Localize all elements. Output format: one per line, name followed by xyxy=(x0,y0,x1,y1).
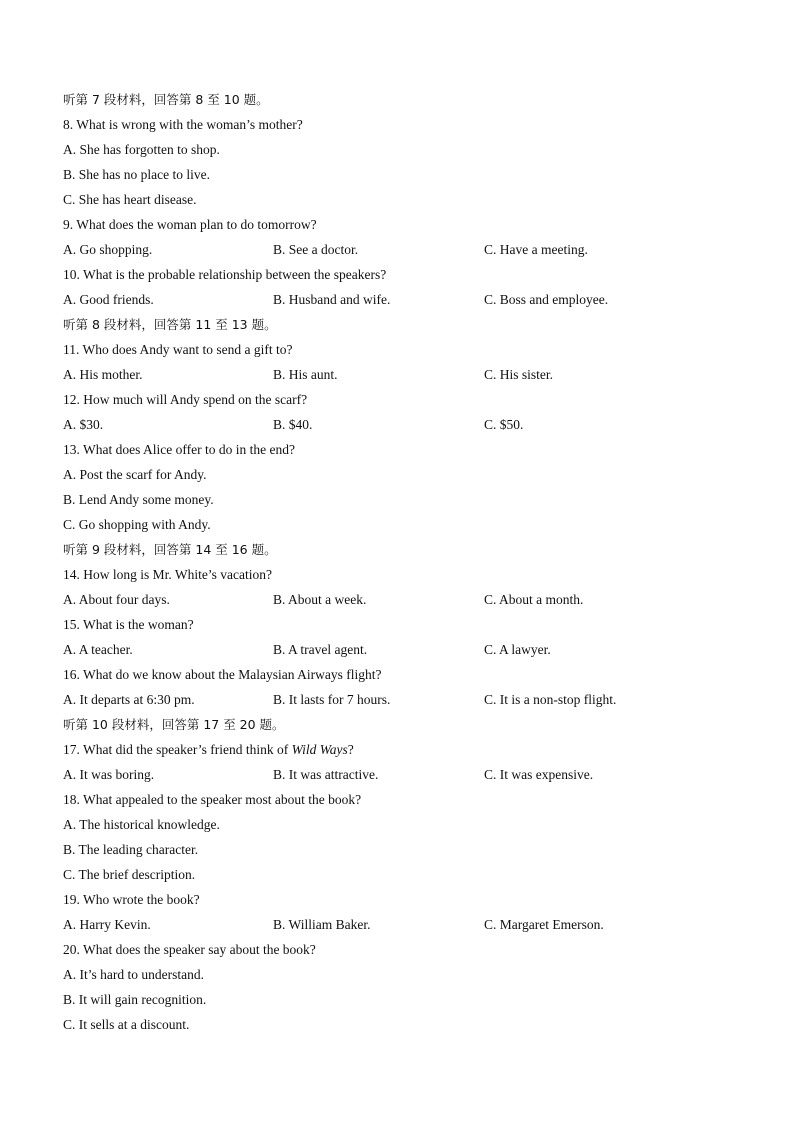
option-a: A. She has forgotten to shop. xyxy=(63,142,220,157)
options-row xyxy=(63,590,743,615)
question-stem xyxy=(63,440,743,465)
question-stem xyxy=(63,940,743,965)
question-text: 12. How much will Andy spend on the scarf? xyxy=(63,392,308,407)
section-heading-text: 听第 7 段材料，回答第 8 至 10 题。 xyxy=(63,92,269,107)
exam-page xyxy=(63,90,743,1040)
question-text-tail: ? xyxy=(347,742,354,757)
question-stem xyxy=(63,115,743,140)
section-heading-text: 听第 10 段材料，回答第 17 至 20 题。 xyxy=(63,717,285,732)
option-c: C. It sells at a discount. xyxy=(63,1017,190,1032)
option-c: C. Boss and employee. xyxy=(484,292,609,307)
option-c: C. Have a meeting. xyxy=(484,242,588,257)
option-b: B. A travel agent. xyxy=(273,642,368,657)
section-heading xyxy=(63,715,743,740)
option-c: C. It is a non-stop flight. xyxy=(484,692,617,707)
option-b: B. His aunt. xyxy=(273,367,338,382)
option-a: A. It’s hard to understand. xyxy=(63,967,204,982)
section-heading xyxy=(63,540,743,565)
option-c: C. Margaret Emerson. xyxy=(484,917,604,932)
section-heading-text: 听第 8 段材料，回答第 11 至 13 题。 xyxy=(63,317,277,332)
option-c: C. His sister. xyxy=(484,367,554,382)
option-c: C. $50. xyxy=(484,417,524,432)
question-text: 19. Who wrote the book? xyxy=(63,892,200,907)
option-a: A. Post the scarf for Andy. xyxy=(63,467,207,482)
question-text: 16. What do we know about the Malaysian Airways flight? xyxy=(63,667,382,682)
option-b: B. The leading character. xyxy=(63,842,199,857)
question-stem xyxy=(63,790,743,815)
question-text: 9. What does the woman plan to do tomorrow? xyxy=(63,217,317,232)
option-a: A. It departs at 6:30 pm. xyxy=(63,692,195,707)
question-stem xyxy=(63,340,743,365)
option-a: A. Harry Kevin. xyxy=(63,917,151,932)
option-a: A. His mother. xyxy=(63,367,143,382)
option-c: C. It was expensive. xyxy=(484,767,594,782)
question-stem xyxy=(63,265,743,290)
question-text: 8. What is wrong with the woman’s mother? xyxy=(63,117,303,132)
section-heading xyxy=(63,315,743,340)
option-a: A. The historical knowledge. xyxy=(63,817,220,832)
option-b: B. $40. xyxy=(273,417,313,432)
question-text: 13. What does Alice offer to do in the end? xyxy=(63,442,295,457)
option-c: C. A lawyer. xyxy=(484,642,551,657)
question-stem xyxy=(63,890,743,915)
question-stem xyxy=(63,390,743,415)
question-text: 18. What appealed to the speaker most about the book? xyxy=(63,792,362,807)
question-stem xyxy=(63,665,743,690)
question-text: 14. How long is Mr. White’s vacation? xyxy=(63,567,272,582)
option-b: B. Lend Andy some money. xyxy=(63,492,214,507)
question-text: 11. Who does Andy want to send a gift to? xyxy=(63,342,293,357)
options-row xyxy=(63,765,743,790)
question-stem xyxy=(63,565,743,590)
option-a: A. A teacher. xyxy=(63,642,133,657)
options-row xyxy=(63,690,743,715)
option-a: A. Good friends. xyxy=(63,292,154,307)
option-b: B. Husband and wife. xyxy=(273,292,391,307)
options-row xyxy=(63,290,743,315)
option-a: A. Go shopping. xyxy=(63,242,153,257)
option-c: C. About a month. xyxy=(484,592,584,607)
option-b: B. About a week. xyxy=(273,592,367,607)
option-a: A. It was boring. xyxy=(63,767,155,782)
option-b: B. It lasts for 7 hours. xyxy=(273,692,391,707)
option-b: B. William Baker. xyxy=(273,917,371,932)
question-stem xyxy=(63,215,743,240)
question-stem xyxy=(63,740,743,765)
section-heading-text: 听第 9 段材料，回答第 14 至 16 题。 xyxy=(63,542,277,557)
book-title: Wild Ways xyxy=(291,742,348,757)
option-c: C. She has heart disease. xyxy=(63,192,197,207)
options-row xyxy=(63,365,743,390)
options-row xyxy=(63,640,743,665)
section-heading xyxy=(63,90,743,115)
option-b: B. See a doctor. xyxy=(273,242,359,257)
options-row xyxy=(63,915,743,940)
option-b: B. It will gain recognition. xyxy=(63,992,207,1007)
options-row xyxy=(63,415,743,440)
question-text: 10. What is the probable relationship between the speakers? xyxy=(63,267,387,282)
question-stem xyxy=(63,615,743,640)
option-b: B. It was attractive. xyxy=(273,767,379,782)
question-text: 15. What is the woman? xyxy=(63,617,194,632)
question-text: 20. What does the speaker say about the book? xyxy=(63,942,316,957)
option-a: A. $30. xyxy=(63,417,104,432)
options-row xyxy=(63,240,743,265)
option-c: C. Go shopping with Andy. xyxy=(63,517,211,532)
option-b: B. She has no place to live. xyxy=(63,167,210,182)
question-text: 17. What did the speaker’s friend think of xyxy=(63,742,292,757)
option-c: C. The brief description. xyxy=(63,867,196,882)
option-a: A. About four days. xyxy=(63,592,170,607)
